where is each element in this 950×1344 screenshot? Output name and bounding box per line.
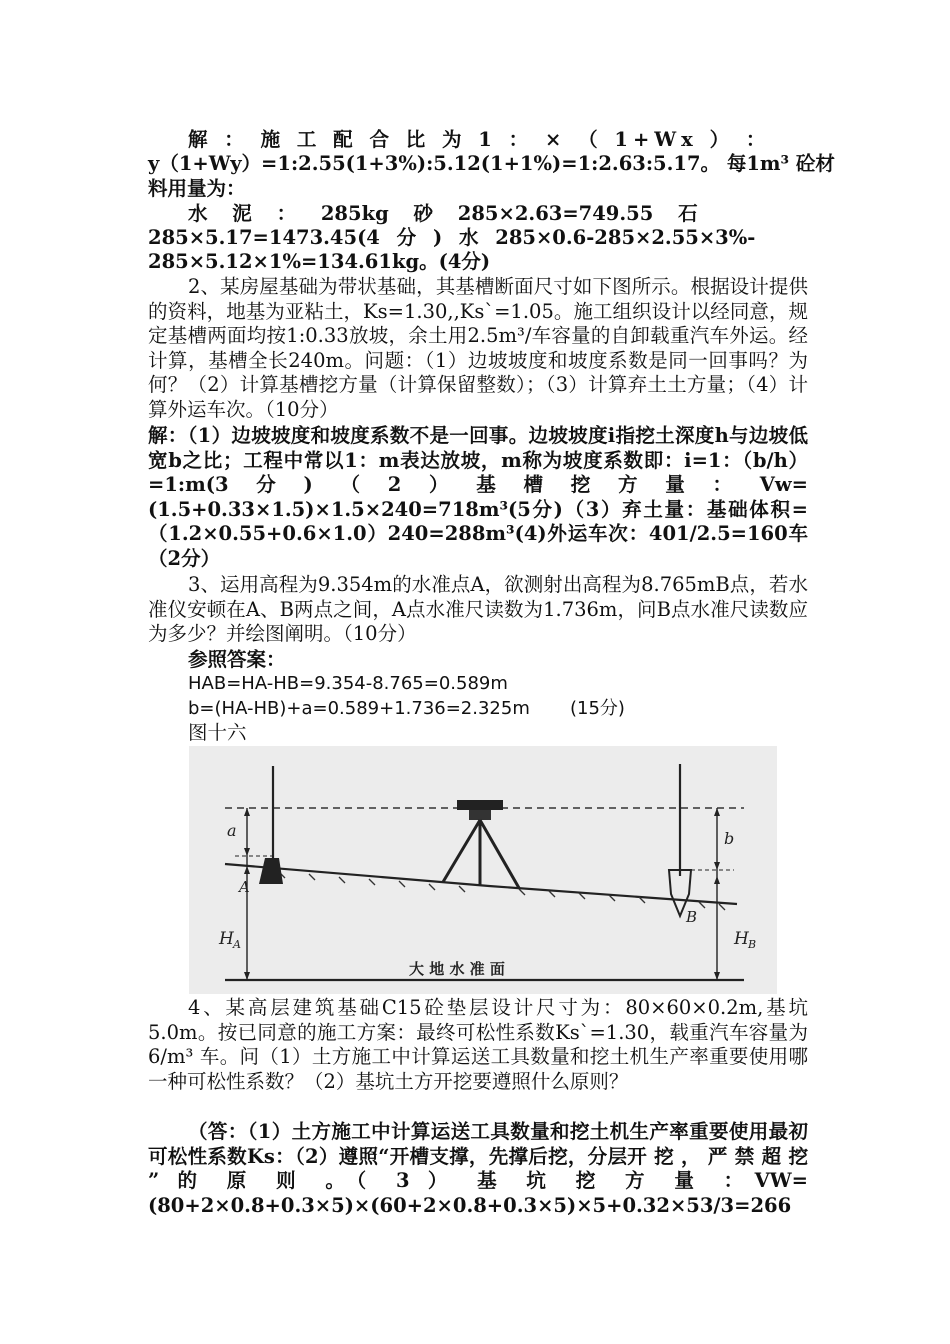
label-b: b [724, 829, 735, 848]
question-2-text: 2、某房屋基础为带状基础，其基槽断面尺寸如下图所示。根据设计提供的资料，地基为亚粘土，Ks=1.30,,Ks`=1.05。施工组织设计以经同意，规定基槽两面均按1:0.33放坡，余土用2.5m³/车容量的自卸载重汽车外运。经计算，基槽全长240m。问题：（1）边坡坡度和坡度系数是同一回事吗？为何？（2）计算基槽挖方量（计算保留整数）；（3）计算弃土土方量；（4）计算外运车次。（10分） [148, 275, 808, 421]
solution1-line5: 285×5.17=1473.45(4 分 ) 水 285×0.6-285×2.55×3%- [148, 226, 756, 249]
question-2-answer: 解：（1）边坡坡度和坡度系数不是一回事。边坡坡度i指挖土深度h与边坡低宽b之比；工程中常以1：m表达放坡，m称为坡度系数即：i=1：（b/h）=1:m(3分)（2）基槽挖方量：Vw=(1.5+0.33×1.5)×1.5×240=718m³(5分)（3）弃土量：基础体积=（1.2×0.55+0.6×1.0）240=288m³(4)外运车次：401/2.5=160车（2分） [148, 424, 808, 570]
formula-b: b=(HA-HB)+a=0.589+1.736=2.325m [188, 698, 530, 719]
level-instrument [457, 800, 503, 810]
solution1-line6: 285×5.12×1%=134.61kg。(4分) [148, 250, 491, 273]
label-a: a [227, 821, 237, 840]
solution1-line2: y（1+Wy）=1:2.55(1+3%):5.12(1+1%)=1:2.63:5.17。 每1m³ 砼材 [148, 152, 835, 175]
label-ha-sub: A [233, 938, 241, 951]
label-hb: H [734, 929, 749, 949]
label-point-b: B [686, 908, 698, 926]
formula-hab: HAB=HA-HB=9.354-8.765=0.589m [188, 673, 508, 694]
solution1-line1: 解 ： 施 工 配 合 比 为 1 ： × （ 1+Wx ） ： [188, 128, 771, 151]
datum-label: 大 地 水 准 面 [409, 960, 505, 978]
leveling-diagram [189, 746, 777, 994]
question-4-answer: （答：（1）土方施工中计算运送工具数量和挖土机生产率重要使用最初可松性系数Ks：（2）遵照“开槽支撑，先撑后挖，分层开 挖 ， 严 禁 超 挖 ” 的 原 则 。（ 3 ） 基 坑 挖 方 量 ：VW=(80+2×0.8+0.3×5)×(60+2×0.8+0.3×5)×5+0.32×53/3=266 [148, 1120, 808, 1217]
solution1-line3: 料用量为： [148, 177, 246, 200]
figure-label: 图十六 [188, 721, 247, 744]
question-3-text: 3、运用高程为9.354m的水准点A，欲测射出高程为8.765mB点，若水准仪安顿在A、B两点之间，A点水准尺读数为1.736m，问B点水准尺读数应为多少？并绘图阐明。（10分） [148, 573, 808, 645]
question-4-text: 4、某高层建筑基础C15砼垫层设计尺寸为：80×60×0.2m,基坑5.0m。按已同意的施工方案：最终可松性系数Ks`=1.30，载重汽车容量为6/m³ 车。问（1）土方施工中计算运送工具数量和挖土机生产率重要使用哪一种可松性系数？（2）基坑土方开挖要遵照什么原则？ [148, 996, 808, 1093]
solution1-line4: 水 泥 ： 285kg 砂 285×2.63=749.55 石 [188, 202, 698, 225]
label-point-a: A [239, 878, 250, 896]
label-hb-sub: B [748, 938, 757, 951]
reference-answer-label: 参照答案： [188, 648, 286, 671]
label-ha: H [219, 929, 234, 949]
score-15: (15分) [570, 698, 625, 719]
